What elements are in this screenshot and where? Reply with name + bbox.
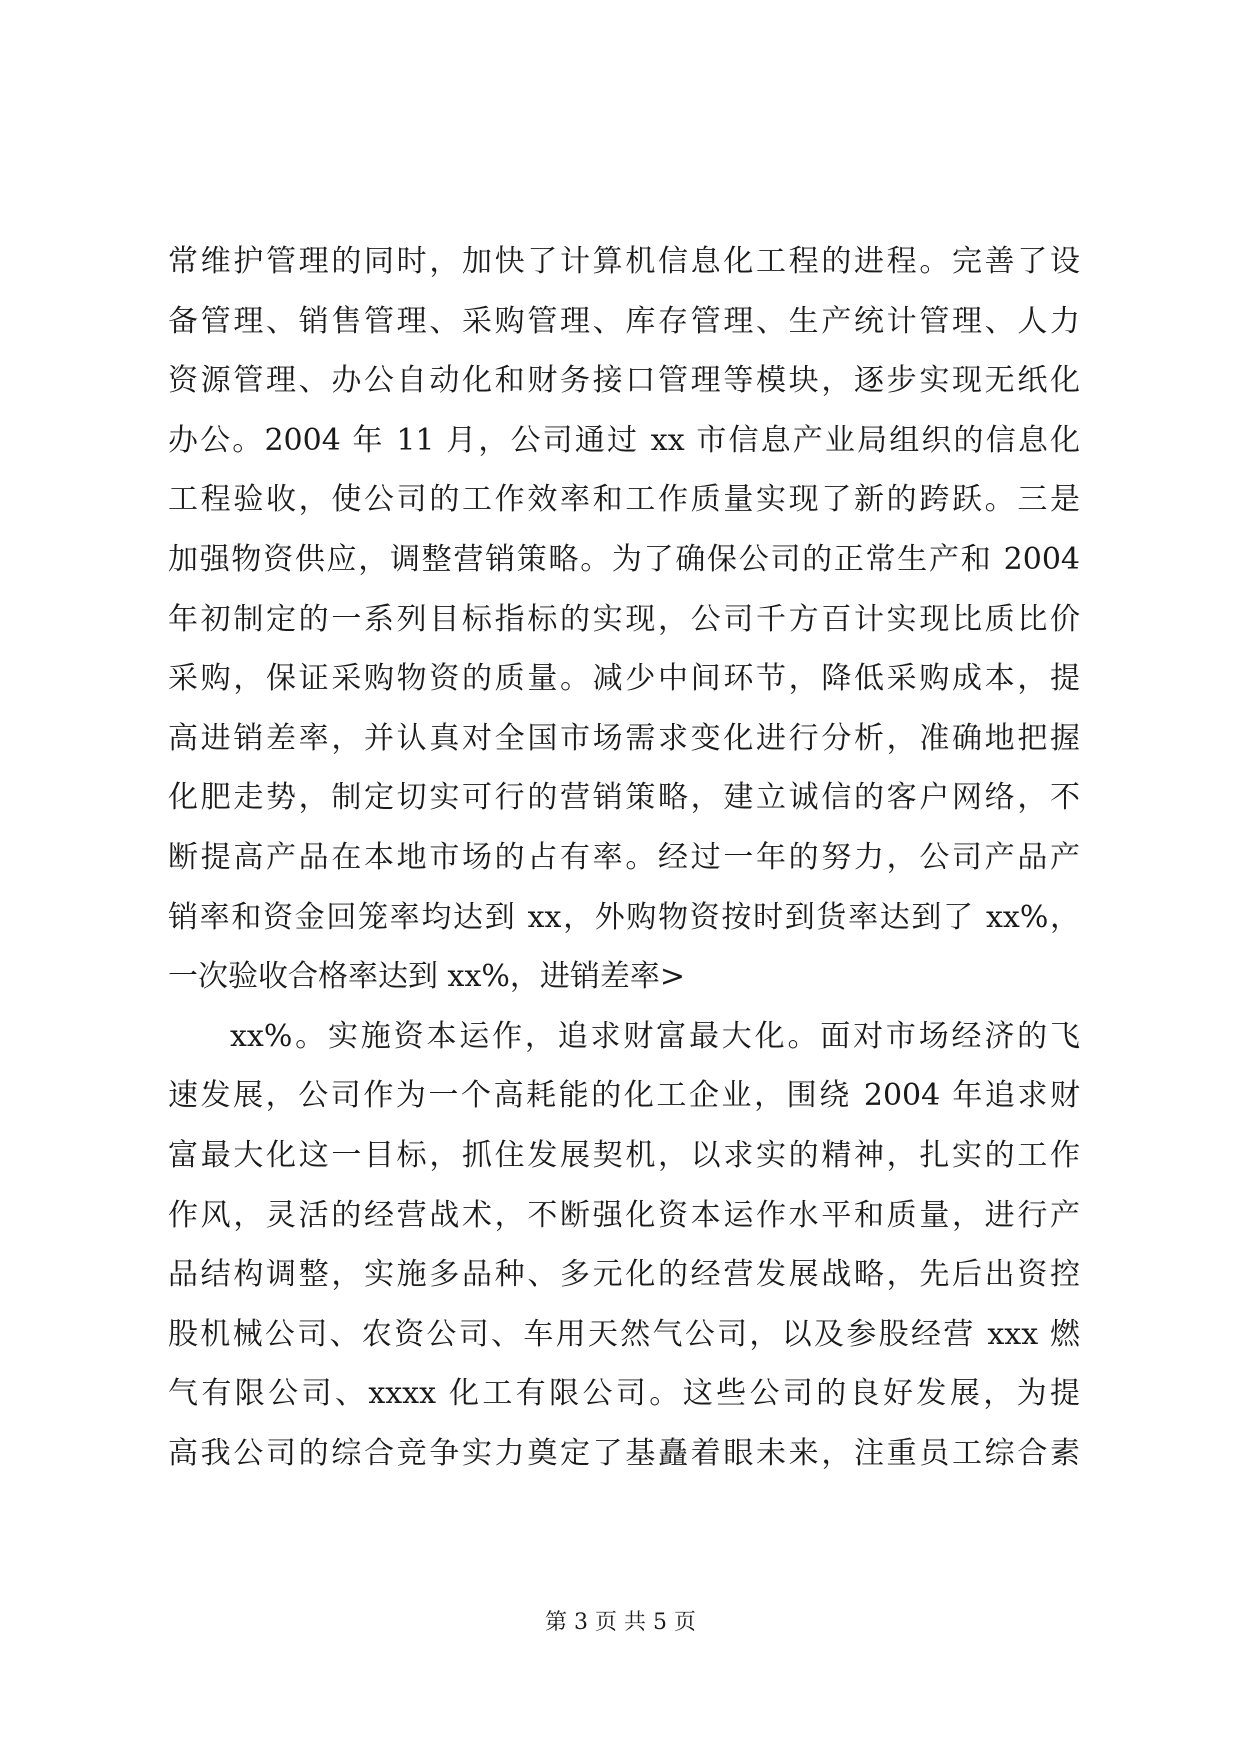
text-line: 断提高产品在本地市场的占有率。经过一年的努力，公司产品产: [168, 839, 1080, 875]
text-line: 高我公司的综合竞争实力奠定了基矗着眼未来，注重员工综合素: [168, 1435, 1080, 1471]
text-line: 资源管理、办公自动化和财务接口管理等模块，逐步实现无纸化: [168, 363, 1080, 399]
text-line: 年初制定的一系列目标指标的实现，公司千方百计实现比质比价: [168, 601, 1080, 637]
text-line: 作风，灵活的经营战术，不断强化资本运作水平和质量，进行产: [168, 1197, 1080, 1233]
text-line: 一次验收合格率达到 xx%，进销差率>: [168, 959, 686, 995]
text-line: 股机械公司、农资公司、车用天然气公司，以及参股经营 xxx 燃: [168, 1316, 1080, 1352]
document-body: [168, 232, 1080, 1483]
text-line: 化肥走势，制定切实可行的营销策略，建立诚信的客户网络，不: [168, 780, 1080, 816]
text-line: 高进销差率，并认真对全国市场需求变化进行分析，准确地把握: [168, 720, 1080, 756]
text-line: 销率和资金回笼率均达到 xx，外购物资按时到货率达到了 xx%，: [168, 899, 1080, 935]
text-line: xx%。实施资本运作，追求财富最大化。面对市场经济的飞: [230, 1018, 1080, 1054]
text-line: 备管理、销售管理、采购管理、库存管理、生产统计管理、人力: [168, 303, 1080, 339]
text-line: 富最大化这一目标，抓住发展契机，以求实的精神，扎实的工作: [168, 1137, 1080, 1173]
text-line: 常维护管理的同时，加快了计算机信息化工程的进程。完善了设: [168, 244, 1080, 279]
text-line: 品结构调整，实施多品种、多元化的经营发展战略，先后出资控: [168, 1257, 1080, 1293]
text-line: 气有限公司、xxxx 化工有限公司。这些公司的良好发展，为提: [168, 1376, 1080, 1412]
text-line: 采购，保证采购物资的质量。减少中间环节，降低采购成本，提: [168, 661, 1080, 697]
page-number-footer: 第 3 页 共 5 页: [545, 1610, 696, 1635]
text-line: 加强物资供应，调整营销策略。为了确保公司的正常生产和 2004: [168, 541, 1080, 577]
text-line: 速发展，公司作为一个高耗能的化工企业，围绕 2004 年追求财: [168, 1078, 1080, 1114]
text-line: 工程验收，使公司的工作效率和工作质量实现了新的跨跃。三是: [168, 482, 1080, 518]
text-line: 办公。2004 年 11 月，公司通过 xx 市信息产业局组织的信息化: [168, 422, 1080, 458]
